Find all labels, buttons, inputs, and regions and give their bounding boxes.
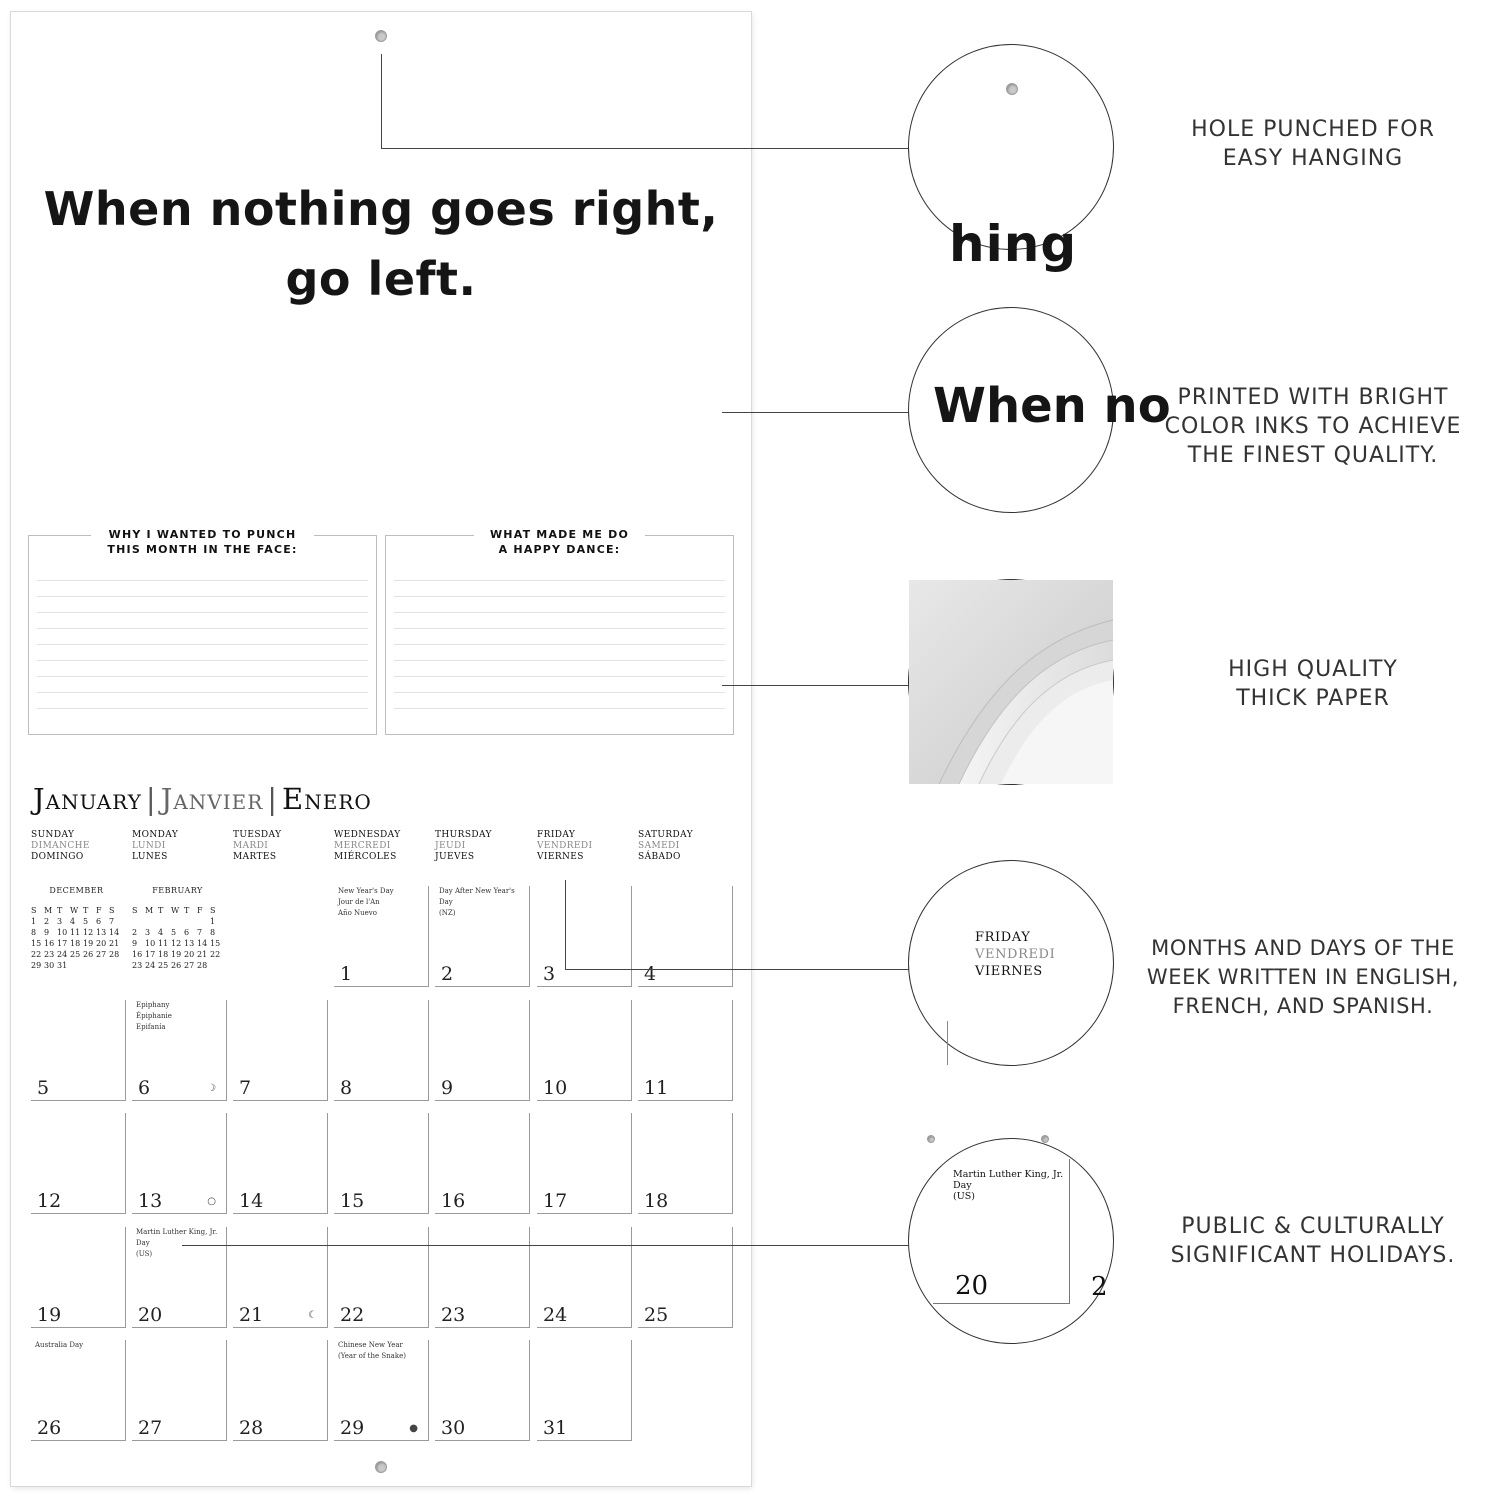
mini-calendar-day: 27	[96, 950, 107, 959]
mini-calendar-day: 14	[197, 939, 208, 948]
mini-calendar-day: 20	[184, 950, 195, 959]
moon-phase-icon: ○	[207, 1196, 216, 1207]
mini-calendar-day: 25	[70, 950, 81, 959]
callout-holiday	[908, 1138, 1114, 1344]
mini-calendar-day	[83, 960, 96, 971]
mini-calendar-day: 9	[44, 928, 50, 937]
mini-calendar-day: 23	[44, 950, 55, 959]
day-number: 7	[239, 1077, 252, 1099]
day-cell[interactable]	[537, 886, 632, 987]
mini-calendar-day: 11	[158, 939, 169, 948]
mini-calendar-weekday: S	[210, 906, 216, 915]
note-line	[394, 580, 725, 581]
mini-calendar-day: 3	[145, 928, 151, 937]
holiday-label: Day After New Year's Day (NZ)	[439, 887, 515, 917]
weekday-fr: MERCREDI	[334, 841, 391, 851]
mini-calendar-title: FEBRUARY	[152, 886, 203, 895]
month-spanish: Enero	[282, 782, 372, 816]
month-separator: |	[267, 782, 279, 816]
paper-stack-image	[909, 580, 1113, 784]
weekday-header	[233, 830, 281, 863]
weekday-fr: VENDREDI	[537, 841, 593, 851]
quote-line-2: go left.	[285, 252, 477, 306]
zoomed-quote-text: When no	[933, 378, 1171, 434]
mini-calendar-weekday: M	[145, 906, 154, 915]
day-cell[interactable]	[132, 1340, 227, 1441]
day-cell[interactable]	[31, 1000, 126, 1101]
day-number: 13	[138, 1190, 163, 1212]
weekday-en: THURSDAY	[435, 830, 492, 840]
mini-calendar-day	[197, 916, 210, 927]
feature-paper: HIGH QUALITY THICK PAPER	[1228, 657, 1398, 711]
notes-title-punch: WHY I WANTED TO PUNCH THIS MONTH IN THE FACE:	[29, 527, 376, 557]
day-number: 12	[37, 1190, 62, 1212]
day-number: 21	[239, 1304, 264, 1326]
connector-line	[722, 685, 910, 686]
day-number: 2	[441, 963, 454, 985]
mini-calendar-day: 31	[57, 961, 68, 970]
mini-calendar-weekday: F	[197, 906, 203, 915]
mini-calendar-day: 28	[109, 950, 120, 959]
mini-calendar-day: 17	[57, 939, 68, 948]
holiday-label: Chinese New Year (Year of the Snake)	[338, 1341, 406, 1360]
day-cell[interactable]	[435, 1227, 530, 1328]
zoomed-day-number: 20	[955, 1271, 989, 1301]
weekday-en: FRIDAY	[537, 830, 576, 840]
mini-calendar-day	[158, 916, 171, 927]
note-line	[394, 596, 725, 597]
note-line	[37, 660, 368, 661]
month-title	[33, 782, 372, 816]
mini-calendar-day: 2	[44, 917, 50, 926]
day-cell[interactable]	[435, 1000, 530, 1101]
mini-calendar-day: 21	[109, 939, 120, 948]
note-line	[394, 660, 725, 661]
weekday-es: MIÉRCOLES	[334, 852, 397, 862]
mini-calendar-day	[132, 916, 145, 927]
mini-calendar-day: 30	[44, 961, 55, 970]
mini-calendar-february	[132, 886, 223, 971]
weekday-header	[638, 830, 693, 863]
weekday-es: JUEVES	[435, 852, 475, 862]
mini-calendar-weekday: M	[44, 906, 53, 915]
weekday-es: LUNES	[132, 852, 168, 862]
mini-calendar-day: 19	[83, 939, 94, 948]
mini-calendar-day: 16	[132, 950, 143, 959]
zoomed-cell-border	[947, 1021, 948, 1065]
day-number: 23	[441, 1304, 466, 1326]
zoomed-quote-text: hing	[949, 215, 1078, 273]
holiday-label: Martin Luther King, Jr. Day (US)	[136, 1228, 218, 1258]
note-line	[394, 612, 725, 613]
weekday-header	[334, 830, 401, 863]
mini-calendar-day	[171, 916, 184, 927]
zoomed-weekday-fr: VENDREDI	[975, 947, 1056, 962]
mini-calendar-day: 18	[70, 939, 81, 948]
callout-hole	[908, 44, 1114, 273]
holiday-label: New Year's Day Jour de l'An Año Nuevo	[338, 887, 394, 917]
mini-calendar-grid	[132, 905, 223, 971]
connector-line	[381, 54, 382, 148]
mini-calendar-weekday: S	[109, 906, 115, 915]
zoomed-day-cell	[933, 1159, 1070, 1304]
feature-holidays: PUBLIC & CULTURALLY SIGNIFICANT HOLIDAYS.	[1170, 1214, 1456, 1268]
mini-calendar-day: 14	[109, 928, 120, 937]
mini-calendar-day: 20	[96, 939, 107, 948]
weekday-header	[31, 830, 90, 863]
day-number: 10	[543, 1077, 568, 1099]
mini-calendar-day: 26	[171, 961, 182, 970]
mini-calendar-day: 5	[171, 928, 177, 937]
day-number: 5	[37, 1077, 50, 1099]
day-cell[interactable]	[435, 886, 530, 987]
zoomed-holiday-name: Martin Luther King, Jr. Day (US)	[953, 1169, 1064, 1202]
connector-line	[565, 880, 566, 969]
quote	[11, 174, 751, 314]
notes-box-happy	[385, 528, 734, 735]
month-english: January	[33, 782, 142, 816]
day-cell[interactable]	[334, 1227, 429, 1328]
day-number: 16	[441, 1190, 466, 1212]
weekday-en: TUESDAY	[233, 830, 282, 840]
mini-calendar-weekday: W	[70, 906, 79, 915]
day-number: 9	[441, 1077, 454, 1099]
zoomed-mark	[927, 1135, 935, 1143]
zoomed-weekday-es: VIERNES	[975, 964, 1043, 979]
day-cell[interactable]	[537, 1227, 632, 1328]
moon-phase-icon: ●	[409, 1423, 418, 1434]
mini-calendar-day: 2	[132, 928, 138, 937]
mini-calendar-day: 10	[145, 939, 156, 948]
note-line	[37, 580, 368, 581]
mini-calendar-day: 16	[44, 939, 55, 948]
day-number: 27	[138, 1417, 163, 1439]
callout-days	[908, 860, 1114, 1066]
mini-calendar-day: 15	[210, 939, 221, 948]
note-line	[37, 676, 368, 677]
day-number: 19	[37, 1304, 62, 1326]
weekday-en: SUNDAY	[31, 830, 75, 840]
mini-calendar-weekday: S	[132, 906, 138, 915]
mini-calendar-day: 6	[96, 917, 102, 926]
mini-calendar-day: 9	[132, 939, 138, 948]
day-cell[interactable]	[233, 1340, 328, 1441]
mini-calendar-day: 4	[158, 928, 164, 937]
day-cell[interactable]	[435, 1113, 530, 1214]
mini-calendar-day: 24	[145, 961, 156, 970]
day-cell[interactable]	[132, 1113, 227, 1214]
feature-languages: MONTHS AND DAYS OF THE WEEK WRITTEN IN ENGLISH, FRENCH, AND SPANISH.	[1146, 936, 1460, 1018]
day-cell[interactable]	[638, 886, 733, 987]
day-cell[interactable]	[132, 1000, 227, 1101]
mini-calendar-day: 22	[210, 950, 221, 959]
note-line	[394, 644, 725, 645]
mini-calendar-day: 8	[31, 928, 37, 937]
zoomed-mark	[1041, 1135, 1049, 1143]
weekday-header	[435, 830, 492, 863]
weekday-en: WEDNESDAY	[334, 830, 401, 840]
notes-title-happy: WHAT MADE ME DO A HAPPY DANCE:	[386, 527, 733, 557]
zoomed-weekday	[975, 929, 1055, 980]
weekday-header	[537, 830, 592, 863]
weekday-es: VIERNES	[537, 852, 584, 862]
mini-calendar-day: 15	[31, 939, 42, 948]
mini-calendar-day: 17	[145, 950, 156, 959]
mini-calendar-day: 26	[83, 950, 94, 959]
note-line	[394, 676, 725, 677]
day-cell[interactable]	[334, 1000, 429, 1101]
day-number: 8	[340, 1077, 353, 1099]
day-number: 4	[644, 963, 657, 985]
mini-calendar-day: 27	[184, 961, 195, 970]
mini-calendar-day	[145, 916, 158, 927]
weekday-fr: LUNDI	[132, 841, 166, 851]
connector-line	[722, 412, 910, 413]
day-number: 14	[239, 1190, 264, 1212]
weekday-es: SÁBADO	[638, 852, 681, 862]
day-number: 6	[138, 1077, 151, 1099]
day-number: 29	[340, 1417, 365, 1439]
day-cell[interactable]	[537, 1340, 632, 1441]
hanging-hole-bottom	[375, 1461, 387, 1473]
holiday-label: Australia Day	[35, 1341, 84, 1349]
callout-ink	[908, 307, 1171, 513]
mini-calendar-grid	[31, 905, 122, 971]
note-line	[394, 628, 725, 629]
day-number: 25	[644, 1304, 669, 1326]
mini-calendar-day: 21	[197, 950, 208, 959]
weekday-es: DOMINGO	[31, 852, 84, 862]
day-cell[interactable]	[638, 1113, 733, 1214]
day-cell[interactable]	[233, 1000, 328, 1101]
mini-calendar-weekday: T	[158, 906, 164, 915]
mini-calendar-weekday: T	[83, 906, 89, 915]
weekday-fr: MARDI	[233, 841, 269, 851]
note-line	[37, 612, 368, 613]
day-number: 30	[441, 1417, 466, 1439]
note-line	[37, 708, 368, 709]
mini-calendar-day: 1	[31, 917, 37, 926]
mini-calendar-day: 11	[70, 928, 81, 937]
weekday-fr: JEUDI	[435, 841, 466, 851]
month-separator: |	[145, 782, 157, 816]
day-cell[interactable]	[334, 1340, 429, 1441]
mini-calendar-day: 6	[184, 928, 190, 937]
feature-hole: HOLE PUNCHED FOR EASY HANGING	[1191, 117, 1435, 171]
weekday-fr: DIMANCHE	[31, 841, 90, 851]
zoomed-weekday-en: FRIDAY	[975, 930, 1031, 945]
day-cell[interactable]	[537, 1113, 632, 1214]
mini-calendar-title: DECEMBER	[49, 886, 104, 895]
feature-ink: PRINTED WITH BRIGHT COLOR INKS TO ACHIEVE THE FINEST QUALITY.	[1164, 385, 1462, 468]
day-number: 11	[644, 1077, 669, 1099]
mini-calendar-weekday: F	[96, 906, 102, 915]
mini-calendar-day: 19	[171, 950, 182, 959]
mini-calendar-day: 13	[184, 939, 195, 948]
day-cell[interactable]	[334, 1113, 429, 1214]
mini-calendar-day: 12	[83, 928, 94, 937]
zoomed-day-number: 2	[1091, 1272, 1108, 1302]
mini-calendar-day: 23	[132, 961, 143, 970]
day-cell[interactable]	[638, 1227, 733, 1328]
day-cell[interactable]	[537, 1000, 632, 1101]
day-number: 24	[543, 1304, 568, 1326]
mini-calendar-day: 10	[57, 928, 68, 937]
mini-calendar-weekday: S	[31, 906, 37, 915]
mini-calendar-day: 12	[171, 939, 182, 948]
day-cell[interactable]	[31, 1227, 126, 1328]
hanging-hole-zoom	[1006, 83, 1018, 95]
weekday-en: SATURDAY	[638, 830, 694, 840]
weekday-header	[132, 830, 178, 863]
note-line	[394, 708, 725, 709]
mini-calendar-day: 18	[158, 950, 169, 959]
mini-calendar-day: 8	[210, 928, 216, 937]
note-line	[394, 692, 725, 693]
day-cell[interactable]	[233, 1113, 328, 1214]
mini-calendar-day: 3	[57, 917, 63, 926]
note-line	[37, 596, 368, 597]
hanging-hole-top	[375, 30, 387, 42]
day-number: 3	[543, 963, 556, 985]
connector-line	[381, 148, 909, 149]
day-cell[interactable]	[132, 1227, 227, 1328]
day-cell[interactable]	[435, 1340, 530, 1441]
mini-calendar-day	[96, 960, 109, 971]
day-cell[interactable]	[638, 1000, 733, 1101]
mini-calendar-day: 29	[31, 961, 42, 970]
connector-line	[182, 1245, 910, 1246]
day-number: 20	[138, 1304, 163, 1326]
weekday-es: MARTES	[233, 852, 277, 862]
day-number: 31	[543, 1417, 568, 1439]
mini-calendar-day	[184, 916, 197, 927]
mini-calendar-day	[109, 960, 122, 971]
mini-calendar-day	[210, 960, 223, 971]
mini-calendar-day: 25	[158, 961, 169, 970]
mini-calendar-day: 13	[96, 928, 107, 937]
mini-calendar-day	[70, 960, 83, 971]
day-number: 28	[239, 1417, 264, 1439]
mini-calendar-day: 28	[197, 961, 208, 970]
callout-paper	[908, 579, 1114, 785]
calendar-page	[11, 12, 751, 1486]
mini-calendar-day: 4	[70, 917, 76, 926]
day-cell[interactable]	[31, 1113, 126, 1214]
day-number: 22	[340, 1304, 365, 1326]
mini-calendar-weekday: T	[184, 906, 190, 915]
mini-calendar-weekday: T	[57, 906, 63, 915]
moon-phase-icon: ☽	[207, 1083, 216, 1094]
day-cell[interactable]	[334, 886, 429, 987]
moon-phase-icon: ☾	[308, 1310, 317, 1321]
weekday-fr: SAMEDI	[638, 841, 680, 851]
notes-box-punch	[28, 528, 377, 735]
mini-calendar-day: 22	[31, 950, 42, 959]
note-line	[37, 644, 368, 645]
weekday-en: MONDAY	[132, 830, 179, 840]
mini-calendar-december	[31, 886, 122, 971]
month-french: Janvier	[160, 782, 264, 816]
note-line	[37, 692, 368, 693]
mini-calendar-day: 7	[197, 928, 203, 937]
day-number: 17	[543, 1190, 568, 1212]
mini-calendar-day: 24	[57, 950, 68, 959]
mini-calendar-day: 7	[109, 917, 115, 926]
mini-calendar-weekday: W	[171, 906, 180, 915]
quote-line-1: When nothing goes right,	[43, 182, 719, 236]
day-number: 26	[37, 1417, 62, 1439]
connector-line	[565, 969, 910, 970]
note-line	[37, 628, 368, 629]
day-number: 1	[340, 963, 353, 985]
day-number: 18	[644, 1190, 669, 1212]
holiday-label: Epiphany Épiphanie Epifanía	[136, 1001, 172, 1031]
day-number: 15	[340, 1190, 365, 1212]
day-cell[interactable]	[31, 1340, 126, 1441]
mini-calendar-day: 5	[83, 917, 89, 926]
day-cell[interactable]	[233, 1227, 328, 1328]
mini-calendar-day: 1	[210, 917, 216, 926]
